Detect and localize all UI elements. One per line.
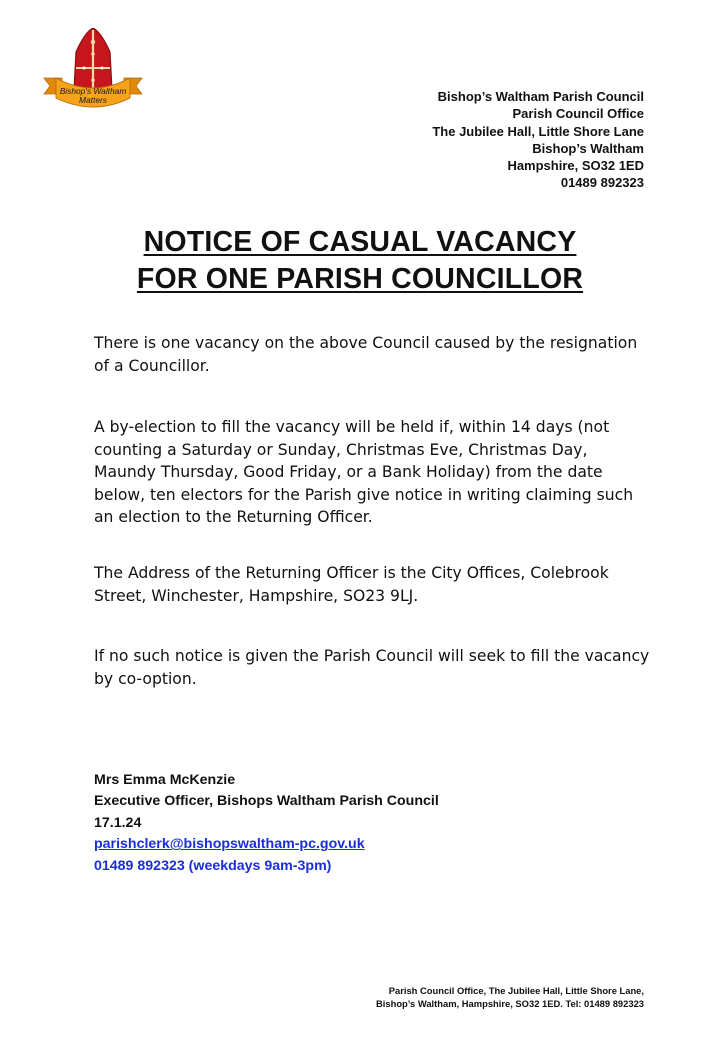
page-footer — [376, 984, 644, 1010]
notice-date: 17.1.24 — [94, 814, 142, 831]
address-county-postcode: Hampshire, SO32 1ED — [507, 158, 644, 174]
address-town: Bishop’s Waltham — [532, 140, 644, 156]
footer-address-line-2: Bishop’s Waltham, Hampshire, SO32 1ED. Tel: 01489 892323 — [376, 998, 644, 1009]
returning-officer-paragraph: The Address of the Returning Officer is the City Offices, Colebrook Street, Winchester, Hampshire, SO23 9LJ. — [94, 564, 609, 605]
notice-title-line-1: NOTICE OF CASUAL VACANCY — [143, 226, 577, 258]
address-phone: 01489 892323 — [560, 175, 644, 191]
logo-banner-text-2: Matters — [79, 95, 107, 105]
address-street: The Jubilee Hall, Little Shore Lane — [432, 123, 644, 139]
address-council-name: Bishop’s Waltham Parish Council — [437, 89, 644, 104]
footer-address-line-1: Parish Council Office, The Jubilee Hall, Little Shore Lane, — [388, 985, 644, 996]
signatory-role: Executive Officer, Bishops Waltham Parish Council — [94, 793, 439, 810]
signatory-name: Mrs Emma McKenzie — [94, 772, 236, 788]
council-logo — [40, 28, 146, 114]
logo-banner-text-1: Bishop's Waltham — [59, 86, 127, 96]
co-option-paragraph: If no such notice is given the Parish Council will seek to fill the vacancy by co-option. — [94, 647, 650, 688]
notice-title — [0, 224, 720, 298]
council-address — [432, 88, 644, 192]
address-office: Parish Council Office — [512, 106, 644, 122]
vacancy-paragraph: There is one vacancy on the above Council caused by the resignation of a Councillor. — [94, 334, 638, 375]
email-link[interactable]: parishclerk@bishopswaltham-pc.gov.uk — [94, 836, 365, 853]
signature-block — [94, 770, 439, 877]
notice-title-line-2: FOR ONE PARISH COUNCILLOR — [136, 263, 584, 295]
by-election-paragraph: A by-election to fill the vacancy will be held if, within 14 days (not counting a Saturday or Sunday, Christmas Eve, Christmas Day, Maundy Thursday, Good Friday, or a Bank Holiday) from the date below, ten electors for the Parish give notice in writing claiming such an election to the Returning Officer. — [94, 418, 634, 527]
contact-phone: 01489 892323 (weekdays 9am-3pm) — [94, 857, 332, 874]
mitre-logo-icon — [40, 28, 146, 114]
